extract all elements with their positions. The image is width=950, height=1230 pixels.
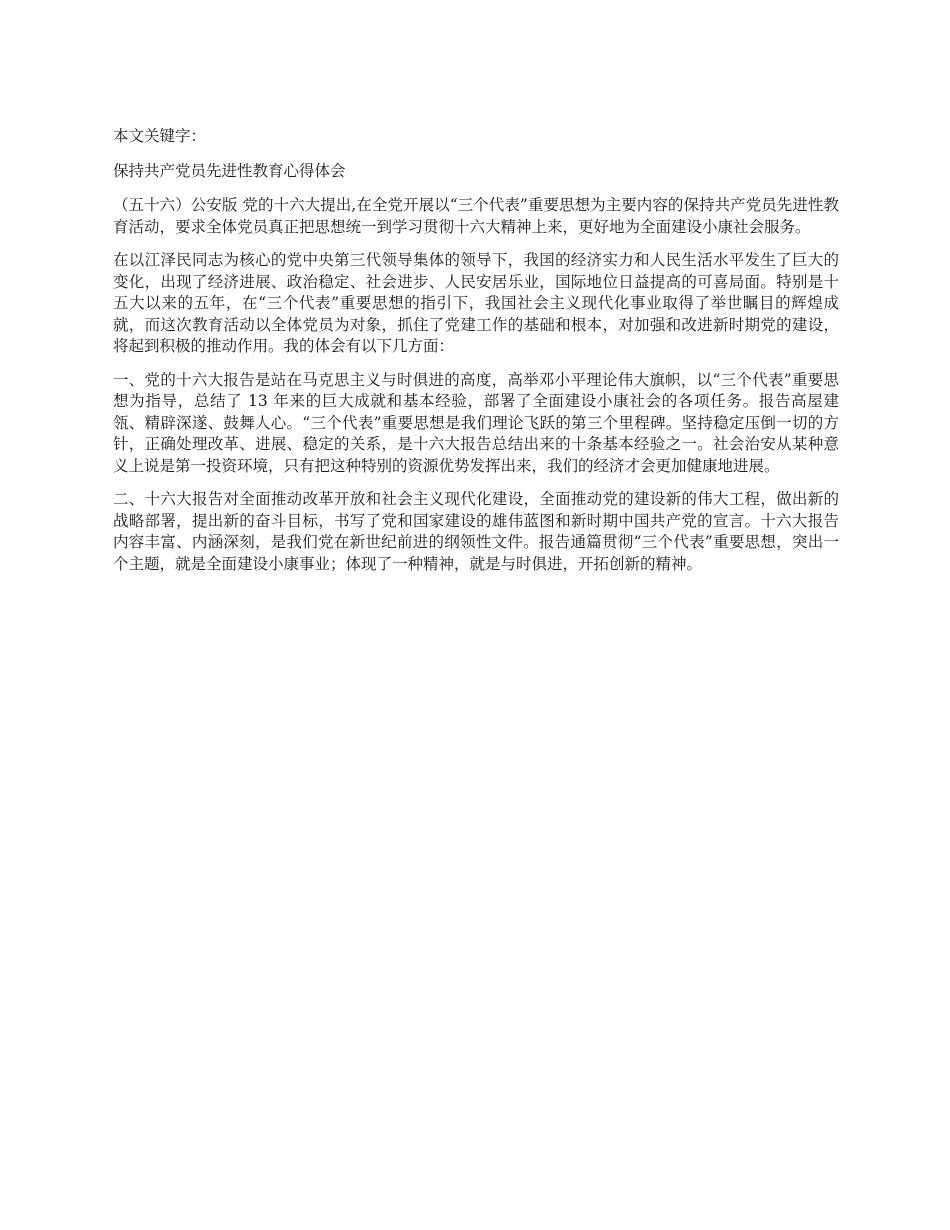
paragraph-background: 在以江泽民同志为核心的党中央第三代领导集体的领导下，我国的经济实力和人民生活水平发生了巨大的变化，出现了经济进展、政治稳定、社会进步、人民安居乐业，国际地位日益提高的可喜局面。特别是十五大以来的五年，在“三个代表”重要思想的指引下，我国社会主义现代化事业取得了举世瞩目的辉煌成就，而这次教育活动以全体党员为对象，抓住了党建工作的基础和根本，对加强和改进新时期党的建设，将起到积极的推动作用。我的体会有以下几方面：	[113, 251, 839, 355]
paragraph-intro: （五十六）公安版 党的十六大提出,在全党开展以“三个代表”重要思想为主要内容的保持共产党员先进性教育活动，要求全体党员真正把思想统一到学习贯彻十六大精神上来，更好地为全面建设小康社会服务。	[113, 196, 839, 236]
document-page	[113, 126, 839, 587]
document-title: 保持共产党员先进性教育心得体会	[113, 161, 346, 180]
keyword-label: 本文关键字：	[113, 127, 207, 145]
paragraph-point-two: 二、十六大报告对全面推动改革开放和社会主义现代化建设，全面推动党的建设新的伟大工程，做出新的战略部署，提出新的奋斗目标，书写了党和国家建设的雄伟蓝图和新时期中国共产党的宣言。十六大报告内容丰富、内涵深刻，是我们党在新世纪前进的纲领性文件。报告通篇贯彻“三个代表”重要思想，突出一个主题，就是全面建设小康事业；体现了一种精神，就是与时俱进，开拓创新的精神。	[113, 490, 839, 573]
paragraph-point-one: 一、党的十六大报告是站在马克思主义与时俱进的高度，高举邓小平理论伟大旗帜，以“三个代表”重要思想为指导，总结了 13 年来的巨大成就和基本经验，部署了全面建设小康社会的各项任务。报告高屋建瓴、精辟深遂、鼓舞人心。“三个代表”重要思想是我们理论飞跃的第三个里程碑。坚持稳定压倒一切的方针，正确处理改革、进展、稳定的关系，是十六大报告总结出来的十条基本经验之一。社会治安从某种意义上说是第一投资环境，只有把这种特别的资源优势发挥出来，我们的经济才会更加健康地进展。	[113, 370, 839, 475]
